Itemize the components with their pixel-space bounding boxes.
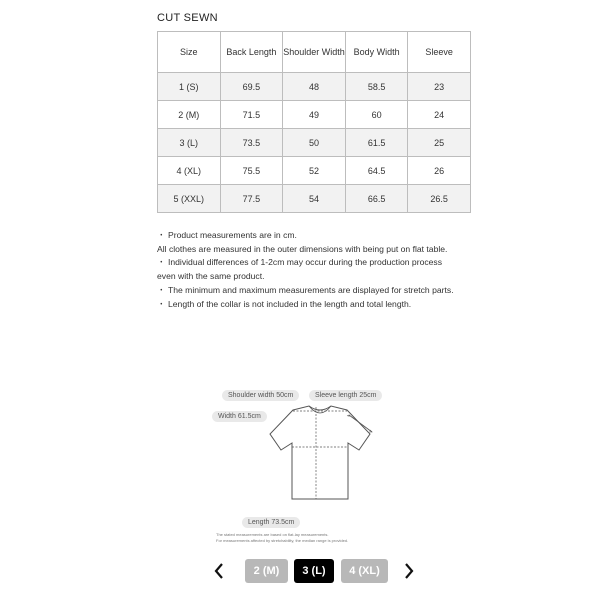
table-cell: 52 [283,157,346,185]
table-cell: 26 [408,157,471,185]
size-table [157,31,471,213]
table-cell: 1 (S) [158,73,221,101]
page-button-3-l[interactable]: 3 (L) [294,559,334,583]
table-cell: 5 (XXL) [158,185,221,213]
table-cell: 54 [283,185,346,213]
table-header: Sleeve [408,32,471,73]
chevron-right-icon[interactable] [400,559,418,583]
note-line: ・ Length of the collar is not included in the length and total length. [157,298,412,309]
table-cell: 49 [283,101,346,129]
table-cell: 26.5 [408,185,471,213]
tshirt-illustration [255,398,385,508]
table-row [158,73,471,101]
table-cell: 61.5 [345,129,408,157]
table-row [158,129,471,157]
note-line: ・ Individual differences of 1-2cm may occur during the production process even with the same product. [157,257,443,282]
table-cell: 75.5 [220,157,283,185]
note-line: ・ Product measurements are in cm. [157,230,297,240]
table-cell: 77.5 [220,185,283,213]
table-cell: 48 [283,73,346,101]
table-cell: 58.5 [345,73,408,101]
table-cell: 60 [345,101,408,129]
table-cell: 3 (L) [158,129,221,157]
table-cell: 73.5 [220,129,283,157]
table-header: Back Length [220,32,283,73]
note-line: ・ The minimum and maximum measurements are displayed for stretch parts. [157,284,454,295]
width-label: Width 61.5cm [212,411,267,422]
table-header: Body Width [345,32,408,73]
table-header: Size [158,32,221,73]
page-button-2-m[interactable]: 2 (M) [245,559,288,583]
note-line: All clothes are measured in the outer dimensions with being put on flat table. [157,243,448,254]
sleeve-length-label: Sleeve length 25cm [309,390,382,401]
table-row [158,101,471,129]
table-cell: 71.5 [220,101,283,129]
chevron-left-icon[interactable] [210,559,228,583]
size-pager [0,558,600,584]
table-cell: 23 [408,73,471,101]
measurement-notes [157,229,457,311]
section-title: CUT SEWN [157,12,218,24]
length-label: Length 73.5cm [242,517,300,528]
table-cell: 66.5 [345,185,408,213]
table-row [158,157,471,185]
fine-print: The stated measurements are based on flat-lay measurements. [216,532,329,537]
table-header: Shoulder Width [283,32,346,73]
table-cell: 69.5 [220,73,283,101]
table-cell: 64.5 [345,157,408,185]
table-row [158,185,471,213]
table-cell: 50 [283,129,346,157]
table-cell: 2 (M) [158,101,221,129]
fine-print: For measurements affected by stretchability, the median range is provided. [216,538,349,543]
table-cell: 24 [408,101,471,129]
shoulder-width-label: Shoulder width 50cm [222,390,299,401]
page-button-4-xl[interactable]: 4 (XL) [341,559,388,583]
table-cell: 25 [408,129,471,157]
table-cell: 4 (XL) [158,157,221,185]
table-header-row [158,32,471,73]
